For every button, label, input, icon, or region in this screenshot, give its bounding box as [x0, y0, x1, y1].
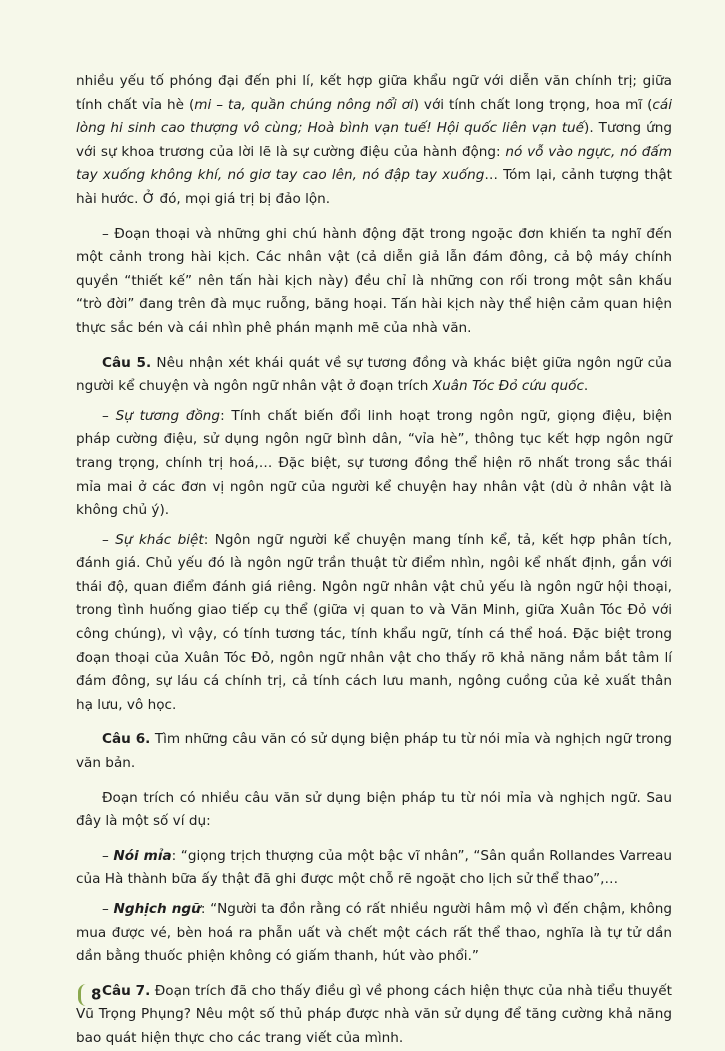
page-number-bracket-icon: [78, 984, 87, 1006]
similarity-answer: – Sự tương đồng: Tính chất biến đổi linh hoạt trong ngôn ngữ, giọng điệu, biện pháp cường điệu, sử dụng ngôn ngữ bình dân, “vỉa hè”, thông tục kết hợp ngôn ngữ trang trọng, chính trị hoá,… Đặc biệt, sự tương đồng thể hiện rõ nhất trong sắc thái mỉa mai ở các đơn vị ngôn ngữ của người kể chuyện hay nhân vật (dù ở nhân vật là không chủ ý).: [76, 407, 672, 519]
example-actions: nó vỗ vào ngực, nó đấm tay xuống không khí, nó giơ tay cao lên, nó đập tay xuống: [76, 143, 672, 184]
question-7: Câu 7. Đoạn trích đã cho thấy điều gì về phong cách hiện thực của nhà tiểu thuyết Vũ Trọng Phụng? Nêu một số thủ pháp được nhà văn sử dụng để tăng cường khả năng bao quát hiện thực cho các trang viết của mình.: [76, 982, 673, 1046]
question-5: Câu 5. Nêu nhận xét khái quát về sự tương đồng và khác biệt giữa ngôn ngữ của người kể chuyện và ngôn ngữ nhân vật ở đoạn trích Xuân Tóc Đỏ cứu quốc.: [76, 354, 672, 395]
irony-label: Nói mỉa: [113, 847, 172, 864]
paragraph-exaggeration: nhiều yếu tố phóng đại đến phi lí, kết hợp giữa khẩu ngữ với diễn văn chính trị; giữa tính chất vỉa hè (mi – ta, quần chúng nông nổi ơi) với tính chất long trọng, hoa mĩ (cái lòng hi sinh cao thượng vô cùng; Hoà bình vạn tuế! Hội quốc liên vạn tuế). Tương ứng với sự khoa trương của lời lẽ là sự cường điệu của hành động: nó vỗ vào ngực, nó đấm tay xuống không khí, nó giơ tay cao lên, nó đập tay xuống… Tóm lại, cảnh tượng thật hài hước. Ở đó, mọi giá trị bị đảo lộn.: [76, 73, 673, 207]
document-body: [76, 70, 672, 1051]
question-7-label: Câu 7.: [102, 982, 151, 999]
oxymoron-label: Nghịch ngữ: [113, 901, 201, 917]
oxymoron-example: – Nghịch ngữ: “Người ta đồn rằng có rất nhiều người hâm mộ vì đến chậm, không mua được vé, bèn hoá ra phẫn uất và chết một cách rất thể thao, nghĩa là tự tử dần dần bằng thuốc phiện không có giấm thanh, hút vào phổi.”: [76, 901, 673, 965]
irony-example: – Nói mỉa: “giọng trịch thượng của một bậc vĩ nhân”, “Sân quần Rollandes Varreau của Hà thành bữa ấy thật đã ghi được một chỗ rẽ ngoặt cho lịch sử thể thao”,…: [76, 847, 673, 888]
example-grandiose: cái lòng hi sinh cao thượng vô cùng; Hoà bình vạn tuế! Hội quốc liên vạn tuế: [76, 96, 672, 137]
similarity-label: Sự tương đồng: [115, 407, 221, 424]
work-title: Xuân Tóc Đỏ cứu quốc: [432, 378, 584, 395]
question-6: Câu 6. Tìm những câu văn có sử dụng biện pháp tu từ nói mỉa và nghịch ngữ trong văn bản.: [76, 731, 672, 772]
page-number: 8: [78, 984, 101, 1006]
question-6-answer: Đoạn trích có nhiều câu văn sử dụng biện pháp tu từ nói mỉa và nghịch ngữ. Sau đây là một số ví dụ:: [76, 789, 672, 830]
question-6-label: Câu 6.: [102, 731, 151, 748]
example-slang: mi – ta, quần chúng nông nổi ơi: [194, 96, 414, 113]
difference-label: Sự khác biệt: [115, 531, 204, 548]
difference-answer: – Sự khác biệt: Ngôn ngữ người kể chuyện mang tính kể, tả, kết hợp phân tích, đánh giá. Chủ yếu đó là ngôn ngữ trần thuật từ điểm nhìn, ngôi kể nhất định, gắn với thái độ, quan điểm đánh giá riêng. Ngôn ngữ nhân vật chủ yếu là ngôn ngữ hội thoại, trong tình huống giao tiếp cụ thể (giữa vị quan to và Văn Minh, giữa Xuân Tóc Đỏ với công chúng), vì vậy, có tính tương tác, tính khẩu ngữ, tính cá thể hoá. Đặc biệt trong đoạn thoại của Xuân Tóc Đỏ, ngôn ngữ nhân vật cho thấy rõ khả năng nắm bắt tâm lí đám đông, sự láu cá chính trị, cả tính cách lưu manh, ngông cuồng của kẻ xuất thân hạ lưu, vô học.: [76, 531, 672, 713]
question-5-label: Câu 5.: [102, 354, 152, 371]
paragraph-comedy: – Đoạn thoại và những ghi chú hành động đặt trong ngoặc đơn khiến ta nghĩ đến một cảnh trong hài kịch. Các nhân vật (cả diễn giả lẫn đám đông, cả bộ máy chính quyền “thiết kế” nên tấn hài kịch này) đều chỉ là những con rối trong một sân khấu “trò đời” đang trên đà mục ruỗng, băng hoại. Tấn hài kịch này thể hiện cảm quan hiện thực sắc bén và cái nhìn phê phán mạnh mẽ của nhà văn.: [76, 225, 672, 336]
